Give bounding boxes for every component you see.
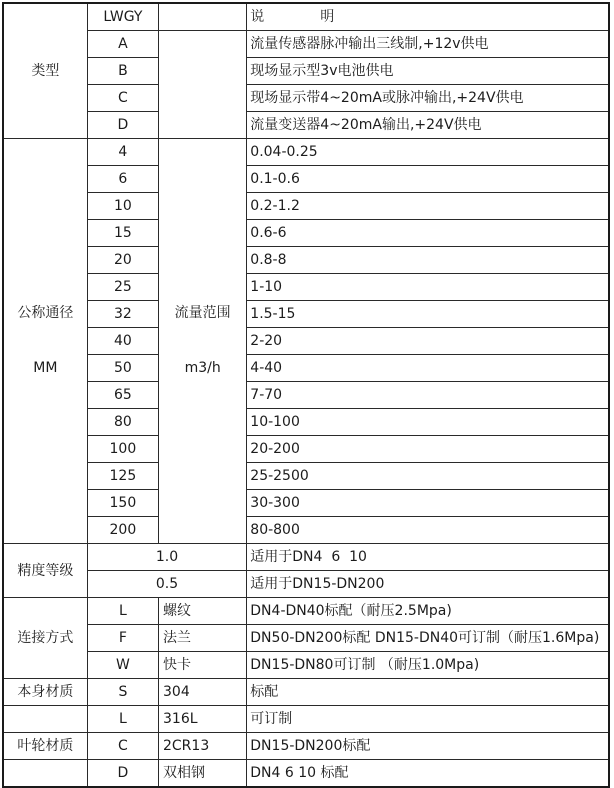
table-row xyxy=(3,85,609,112)
desc-cell: 现场显示型3v电池供电 xyxy=(247,58,609,85)
mid-cell: 304 xyxy=(159,679,247,706)
table-row xyxy=(3,3,609,31)
section-label-connection: 连接方式 xyxy=(3,598,87,679)
table-row xyxy=(3,652,609,679)
table-row xyxy=(3,706,609,733)
desc-cell: 0.1-0.6 xyxy=(247,166,609,193)
code-cell: 125 xyxy=(87,463,158,490)
table-row xyxy=(3,58,609,85)
table-row xyxy=(3,463,609,490)
code-cell: C xyxy=(87,733,158,760)
section-label-type: 类型 xyxy=(3,3,87,139)
code-cell: C xyxy=(87,85,158,112)
flow-range-line: 流量范围 xyxy=(174,305,231,321)
code-cell: 150 xyxy=(87,490,158,517)
desc-cell: 7-70 xyxy=(247,382,609,409)
table-row xyxy=(3,409,609,436)
section-label-accuracy: 精度等级 xyxy=(3,544,87,598)
table-row xyxy=(3,571,609,598)
table-row xyxy=(3,490,609,517)
table-row xyxy=(3,112,609,139)
desc-cell: 0.8-8 xyxy=(247,247,609,274)
desc-cell: 20-200 xyxy=(247,436,609,463)
code-cell: L xyxy=(87,598,158,625)
code-cell: 6 xyxy=(87,166,158,193)
table-row xyxy=(3,679,609,706)
mid-cell: 316L xyxy=(159,706,247,733)
code-cell: 32 xyxy=(87,301,158,328)
table-row xyxy=(3,598,609,625)
desc-cell: 流量变送器4~20mA输出,+24V供电 xyxy=(247,112,609,139)
table-row xyxy=(3,436,609,463)
mid-cell: 双相钢 xyxy=(159,760,247,788)
table-row xyxy=(3,517,609,544)
section-label-diameter xyxy=(3,139,87,544)
table-row xyxy=(3,301,609,328)
table-row xyxy=(3,625,609,652)
code-cell: B xyxy=(87,58,158,85)
flow-range-label xyxy=(159,139,247,544)
table-row xyxy=(3,220,609,247)
code-cell: 50 xyxy=(87,355,158,382)
code-cell: 40 xyxy=(87,328,158,355)
desc-cell: 0.6-6 xyxy=(247,220,609,247)
section-label-line: MM xyxy=(33,360,58,376)
desc-cell: 可订制 xyxy=(247,706,609,733)
table-row xyxy=(3,193,609,220)
empty-cell xyxy=(159,31,247,139)
desc-cell: 2-20 xyxy=(247,328,609,355)
code-cell: S xyxy=(87,679,158,706)
empty-cell xyxy=(3,760,87,788)
code-cell: 4 xyxy=(87,139,158,166)
code-cell: W xyxy=(87,652,158,679)
code-cell: 10 xyxy=(87,193,158,220)
desc-cell: DN15-DN80可订制 （耐压1.0Mpa) xyxy=(247,652,609,679)
table-row xyxy=(3,139,609,166)
table-row xyxy=(3,247,609,274)
code-cell: 25 xyxy=(87,274,158,301)
section-label-impeller-material: 叶轮材质 xyxy=(3,733,87,760)
accuracy-value-cell: 0.5 xyxy=(87,571,247,598)
desc-cell: 现场显示带4~20mA或脉冲输出,+24V供电 xyxy=(247,85,609,112)
desc-cell: 1-10 xyxy=(247,274,609,301)
desc-cell: 标配 xyxy=(247,679,609,706)
accuracy-value-cell: 1.0 xyxy=(87,544,247,571)
desc-cell: 适用于DN15-DN200 xyxy=(247,571,609,598)
empty-cell xyxy=(3,706,87,733)
desc-cell: DN4-DN40标配（耐压2.5Mpa) xyxy=(247,598,609,625)
code-cell: 80 xyxy=(87,409,158,436)
code-cell: 20 xyxy=(87,247,158,274)
code-cell: 15 xyxy=(87,220,158,247)
desc-cell: 25-2500 xyxy=(247,463,609,490)
table-row xyxy=(3,733,609,760)
code-cell: D xyxy=(87,112,158,139)
desc-cell: 适用于DN4 6 10 xyxy=(247,544,609,571)
desc-cell: 4-40 xyxy=(247,355,609,382)
mid-cell: 快卡 xyxy=(159,652,247,679)
flowmeter-spec-table xyxy=(2,2,610,788)
code-cell: F xyxy=(87,625,158,652)
desc-cell: 0.04-0.25 xyxy=(247,139,609,166)
desc-cell: 30-300 xyxy=(247,490,609,517)
code-cell: 100 xyxy=(87,436,158,463)
table-row xyxy=(3,544,609,571)
desc-cell: 流量传感器脉冲输出三线制,+12v供电 xyxy=(247,31,609,58)
desc-cell: 1.5-15 xyxy=(247,301,609,328)
empty-cell xyxy=(159,3,247,31)
table-row xyxy=(3,760,609,788)
flow-range-line: m3/h xyxy=(184,360,221,376)
desc-cell: 10-100 xyxy=(247,409,609,436)
code-cell: 200 xyxy=(87,517,158,544)
table-row xyxy=(3,274,609,301)
code-cell: L xyxy=(87,706,158,733)
desc-cell: DN50-DN200标配 DN15-DN40可订制（耐压1.6Mpa) xyxy=(247,625,609,652)
table-row xyxy=(3,166,609,193)
table-row xyxy=(3,355,609,382)
desc-header-cell: 说 明 xyxy=(247,3,609,31)
code-cell: A xyxy=(87,31,158,58)
desc-cell: DN15-DN200标配 xyxy=(247,733,609,760)
code-cell: D xyxy=(87,760,158,788)
table-row xyxy=(3,31,609,58)
code-cell: 65 xyxy=(87,382,158,409)
mid-cell: 螺纹 xyxy=(159,598,247,625)
section-label-line: 公称通径 xyxy=(17,305,74,321)
desc-cell: DN4 6 10 标配 xyxy=(247,760,609,788)
table-row xyxy=(3,328,609,355)
desc-cell: 80-800 xyxy=(247,517,609,544)
table-row xyxy=(3,382,609,409)
mid-cell: 2CR13 xyxy=(159,733,247,760)
mid-cell: 法兰 xyxy=(159,625,247,652)
code-cell: LWGY xyxy=(87,3,158,31)
section-label-body-material: 本身材质 xyxy=(3,679,87,706)
desc-cell: 0.2-1.2 xyxy=(247,193,609,220)
